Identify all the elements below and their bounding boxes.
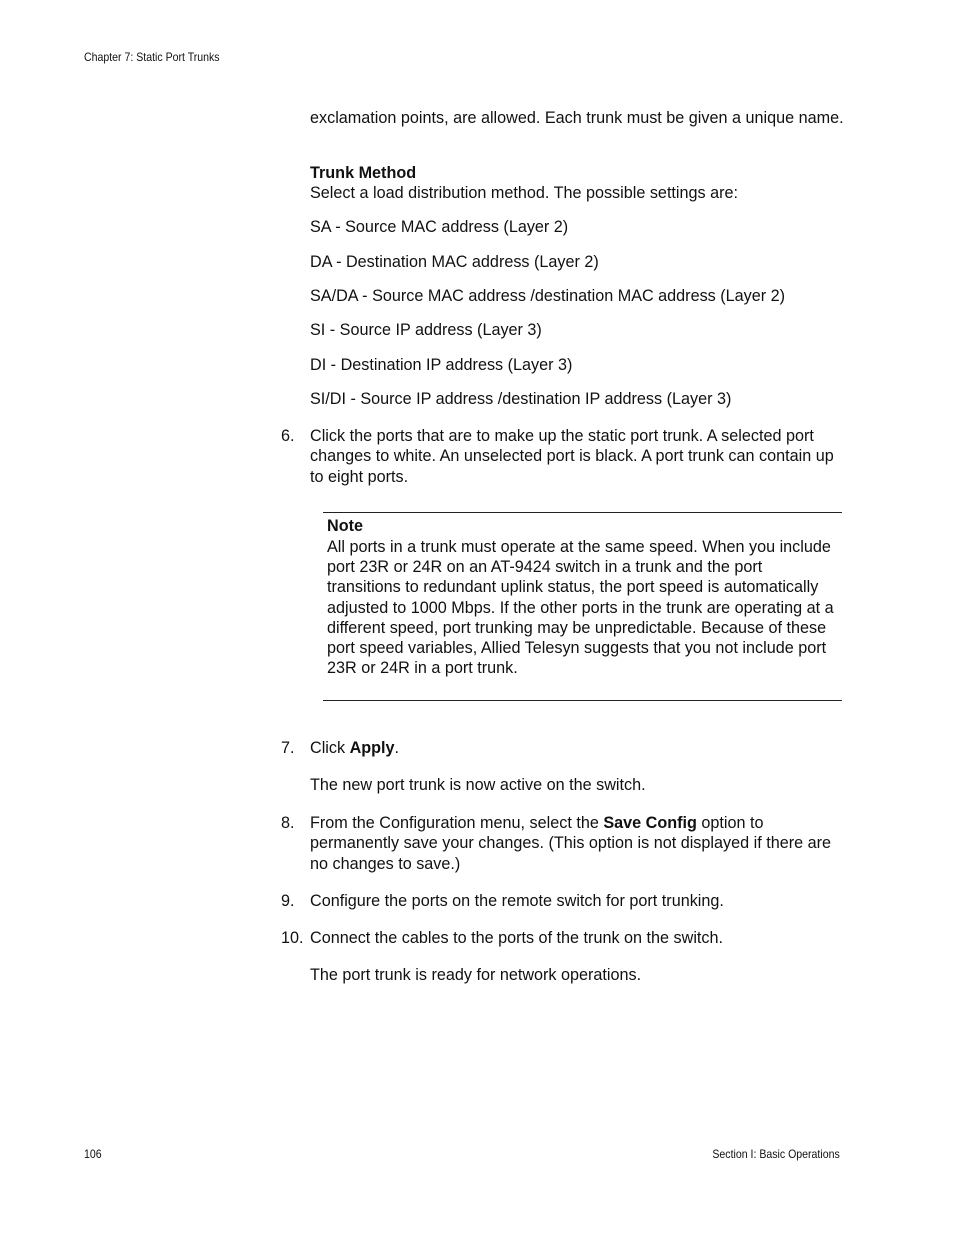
apply-label: Apply — [349, 739, 395, 757]
trunk-method-description: Select a load distribution method. The possible settings are: — [310, 184, 739, 202]
trunk-option-sa-da: SA/DA - Source MAC address /destination MAC address (Layer 2) — [310, 287, 786, 305]
step-6-text: Click the ports that are to make up the static port trunk. A selected port changes to white. An unselected port is black. A port trunk can contain up to eight ports. — [310, 427, 834, 486]
running-header: Chapter 7: Static Port Trunks — [84, 50, 220, 64]
note-title: Note — [327, 517, 363, 535]
step-8-number: 8. — [281, 814, 295, 832]
step-9-text: Configure the ports on the remote switch for port trunking. — [310, 892, 724, 910]
step-10-text: Connect the cables to the ports of the trunk on the switch. — [310, 929, 724, 947]
step-7-prefix: Click — [310, 739, 350, 757]
step-6-number: 6. — [281, 427, 295, 445]
trunk-option-si: SI - Source IP address (Layer 3) — [310, 321, 542, 339]
step-7-suffix: . — [394, 739, 400, 757]
step-8-text — [310, 813, 845, 874]
note-box — [323, 512, 842, 701]
trunk-option-da: DA - Destination MAC address (Layer 2) — [310, 253, 599, 271]
step-7-number: 7. — [281, 739, 295, 757]
trunk-option-di: DI - Destination IP address (Layer 3) — [310, 356, 573, 374]
trunk-method-heading: Trunk Method — [310, 164, 417, 182]
intro-continuation: exclamation points, are allowed. Each trunk must be given a unique name. — [310, 109, 844, 127]
note-body: All ports in a trunk must operate at the same speed. When you include port 23R or 24R on an AT-9424 switch in a trunk and the port transitions to redundant uplink status, the port speed is automatically adjusted to 1000 Mbps. If the other ports in the trunk are operating at a different speed, port trunking may be unpredictable. Because of these port speed variables, Allied Telesyn suggests that you not include port 23R or 24R in a port trunk. — [327, 538, 834, 678]
step-8-prefix: From the Configuration menu, select the — [310, 814, 604, 832]
trunk-option-si-di: SI/DI - Source IP address /destination IP address (Layer 3) — [310, 390, 732, 408]
step-8-suffix: option to permanently save your changes. (This option is not displayed if there are no changes to save.) — [310, 814, 831, 873]
step-9-number: 9. — [281, 892, 295, 910]
save-config-label: Save Config — [603, 814, 697, 832]
step-10-number: 10. — [281, 929, 304, 947]
trunk-option-sa: SA - Source MAC address (Layer 2) — [310, 218, 569, 236]
running-footer-section: Section I: Basic Operations — [712, 1147, 840, 1161]
step-7-result: The new port trunk is now active on the switch. — [310, 776, 646, 794]
step-7-text — [310, 738, 845, 758]
page-number: 106 — [84, 1147, 102, 1161]
step-10-result: The port trunk is ready for network operations. — [310, 966, 642, 984]
